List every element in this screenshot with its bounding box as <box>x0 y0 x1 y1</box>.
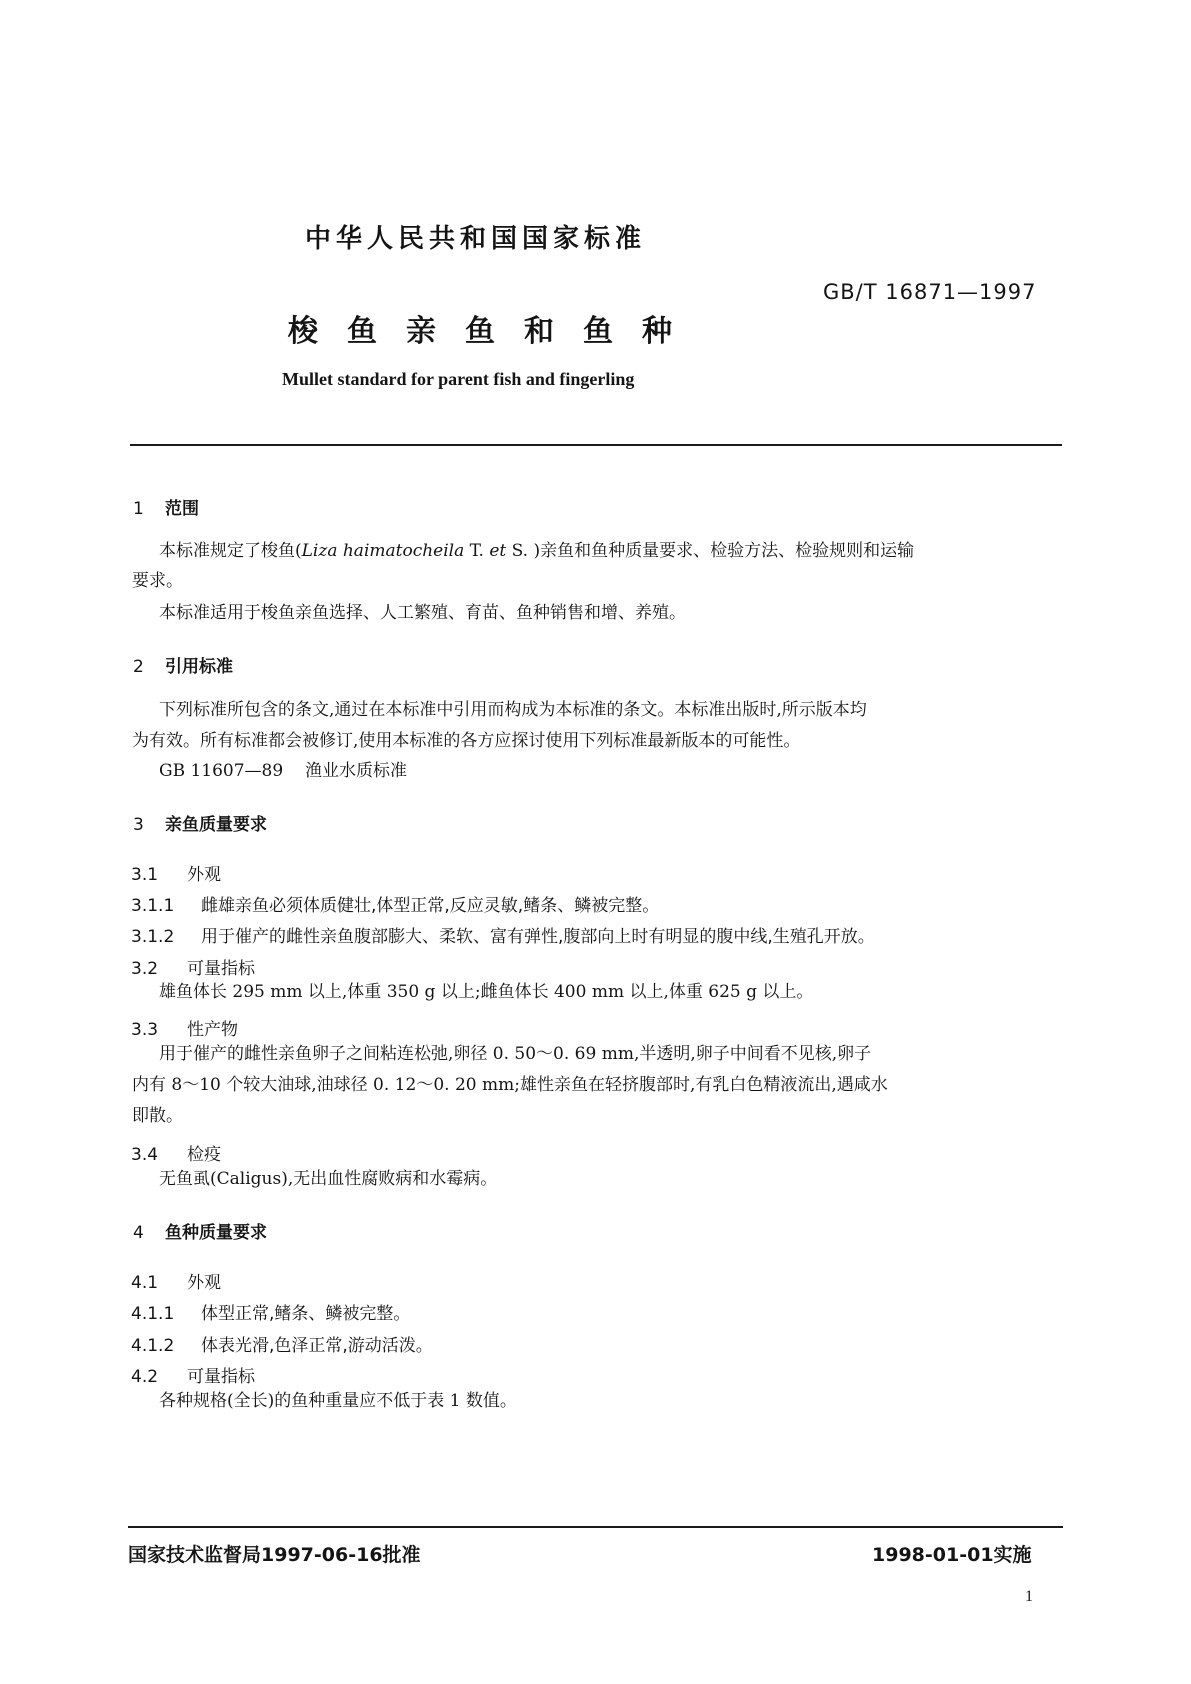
latin-et: et <box>489 541 507 561</box>
effective-date-line: 1998-01-01实施 <box>872 1544 1032 1566</box>
clause-text: 用于催产的雌性亲鱼腹部膨大、柔软、富有弹性,腹部向上时有明显的腹中线,生殖孔开放。 <box>201 927 875 947</box>
clause-number: 3.4 <box>131 1145 159 1165</box>
section-1-paragraph-2: 本标准适用于梭鱼亲鱼选择、人工繁殖、育苗、鱼种销售和增、养殖。 <box>159 603 686 623</box>
clause-title: 性产物 <box>187 1020 238 1040</box>
section-number: 1 <box>133 499 144 519</box>
latin-name: Liza haimatocheila <box>301 541 465 561</box>
clause-title: 检疫 <box>187 1145 221 1165</box>
section-number: 3 <box>133 815 144 835</box>
clause-3-3-line-2: 内有 8～10 个较大油球,油球径 0. 12～0. 20 mm;雄性亲鱼在轻挤腹部时,有乳白色精液流出,遇咸水 <box>132 1075 888 1095</box>
header-divider <box>130 444 1062 446</box>
section-title: 鱼种质量要求 <box>165 1223 267 1243</box>
section-number: 2 <box>133 657 144 677</box>
standard-code: GB/T 16871—1997 <box>823 280 1037 304</box>
document-title-english: Mullet standard for parent fish and fingerling <box>282 369 635 389</box>
page-number: 1 <box>1025 1588 1033 1605</box>
clause-4-2 <box>131 1362 255 1387</box>
clause-title: 可量指标 <box>187 1367 255 1387</box>
clause-number: 4.1 <box>131 1273 159 1293</box>
section-number: 4 <box>133 1223 144 1243</box>
section-title: 范围 <box>165 499 199 519</box>
clause-3-1 <box>131 860 221 885</box>
section-1-paragraph-1 <box>159 543 914 560</box>
approval-line: 国家技术监督局1997-06-16批准 <box>128 1544 421 1566</box>
section-3-heading <box>133 810 267 835</box>
document-title: 梭鱼亲鱼和鱼种 <box>288 314 701 349</box>
clause-text: 体型正常,鳍条、鳞被完整。 <box>201 1304 411 1324</box>
clause-3-3 <box>131 1015 238 1040</box>
clause-number: 3.2 <box>131 959 159 979</box>
clause-number: 3.3 <box>131 1020 159 1040</box>
clause-3-2-text: 雄鱼体长 295 mm 以上,体重 350 g 以上;雌鱼体长 400 mm 以上,体重 625 g 以上。 <box>159 982 814 1002</box>
clause-3-3-line-3: 即散。 <box>132 1106 183 1126</box>
section-title: 亲鱼质量要求 <box>165 815 267 835</box>
clause-text: 雌雄亲鱼必须体质健壮,体型正常,反应灵敏,鳍条、鳞被完整。 <box>201 896 660 916</box>
section-1-heading <box>133 494 199 519</box>
clause-3-2 <box>131 954 255 979</box>
section-4-heading <box>133 1218 267 1243</box>
reference-title: 渔业水质标准 <box>305 761 407 781</box>
section-2-paragraph-line-2: 为有效。所有标准都会被修订,使用本标准的各方应探讨使用下列标准最新版本的可能性。 <box>132 731 801 751</box>
clause-number: 4.2 <box>131 1367 159 1387</box>
section-2-paragraph-line-1: 下列标准所包含的条文,通过在本标准中引用而构成为本标准的条文。本标准出版时,所示版本均 <box>159 700 867 720</box>
clause-title: 外观 <box>187 865 221 885</box>
clause-3-3-line-1: 用于催产的雌性亲鱼卵子之间粘连松弛,卵径 0. 50～0. 69 mm,半透明,卵子中间看不见核,卵子 <box>159 1044 872 1064</box>
section-title: 引用标准 <box>165 657 233 677</box>
clause-4-1-2 <box>131 1331 433 1356</box>
section-2-heading <box>133 652 233 677</box>
text-run: S. )亲鱼和鱼种质量要求、检验方法、检验规则和运输 <box>506 541 915 561</box>
clause-title: 外观 <box>187 1273 221 1293</box>
text-run: T. <box>464 541 490 561</box>
clause-3-1-2 <box>131 922 875 947</box>
section-1-paragraph-1-cont: 要求。 <box>132 571 183 591</box>
clause-4-1-1 <box>131 1299 410 1324</box>
clause-3-4 <box>131 1140 221 1165</box>
clause-4-1 <box>131 1268 221 1293</box>
clause-number: 3.1.1 <box>131 896 175 916</box>
clause-number: 4.1.1 <box>131 1304 175 1324</box>
clause-number: 3.1 <box>131 865 159 885</box>
clause-3-4-text: 无鱼虱(Caligus),无出血性腐败病和水霉病。 <box>159 1169 498 1189</box>
reference-code: GB 11607—89 <box>159 761 284 781</box>
reference-entry <box>159 763 407 780</box>
clause-number: 4.1.2 <box>131 1336 175 1356</box>
national-standard-heading: 中华人民共和国国家标准 <box>305 224 647 254</box>
clause-text: 体表光滑,色泽正常,游动活泼。 <box>201 1336 433 1356</box>
clause-number: 3.1.2 <box>131 927 175 947</box>
clause-3-1-1 <box>131 891 659 916</box>
text-run: 本标准规定了梭鱼( <box>159 541 302 561</box>
footer-divider <box>128 1526 1063 1528</box>
clause-title: 可量指标 <box>187 959 255 979</box>
clause-4-2-text: 各种规格(全长)的鱼种重量应不低于表 1 数值。 <box>159 1391 517 1411</box>
